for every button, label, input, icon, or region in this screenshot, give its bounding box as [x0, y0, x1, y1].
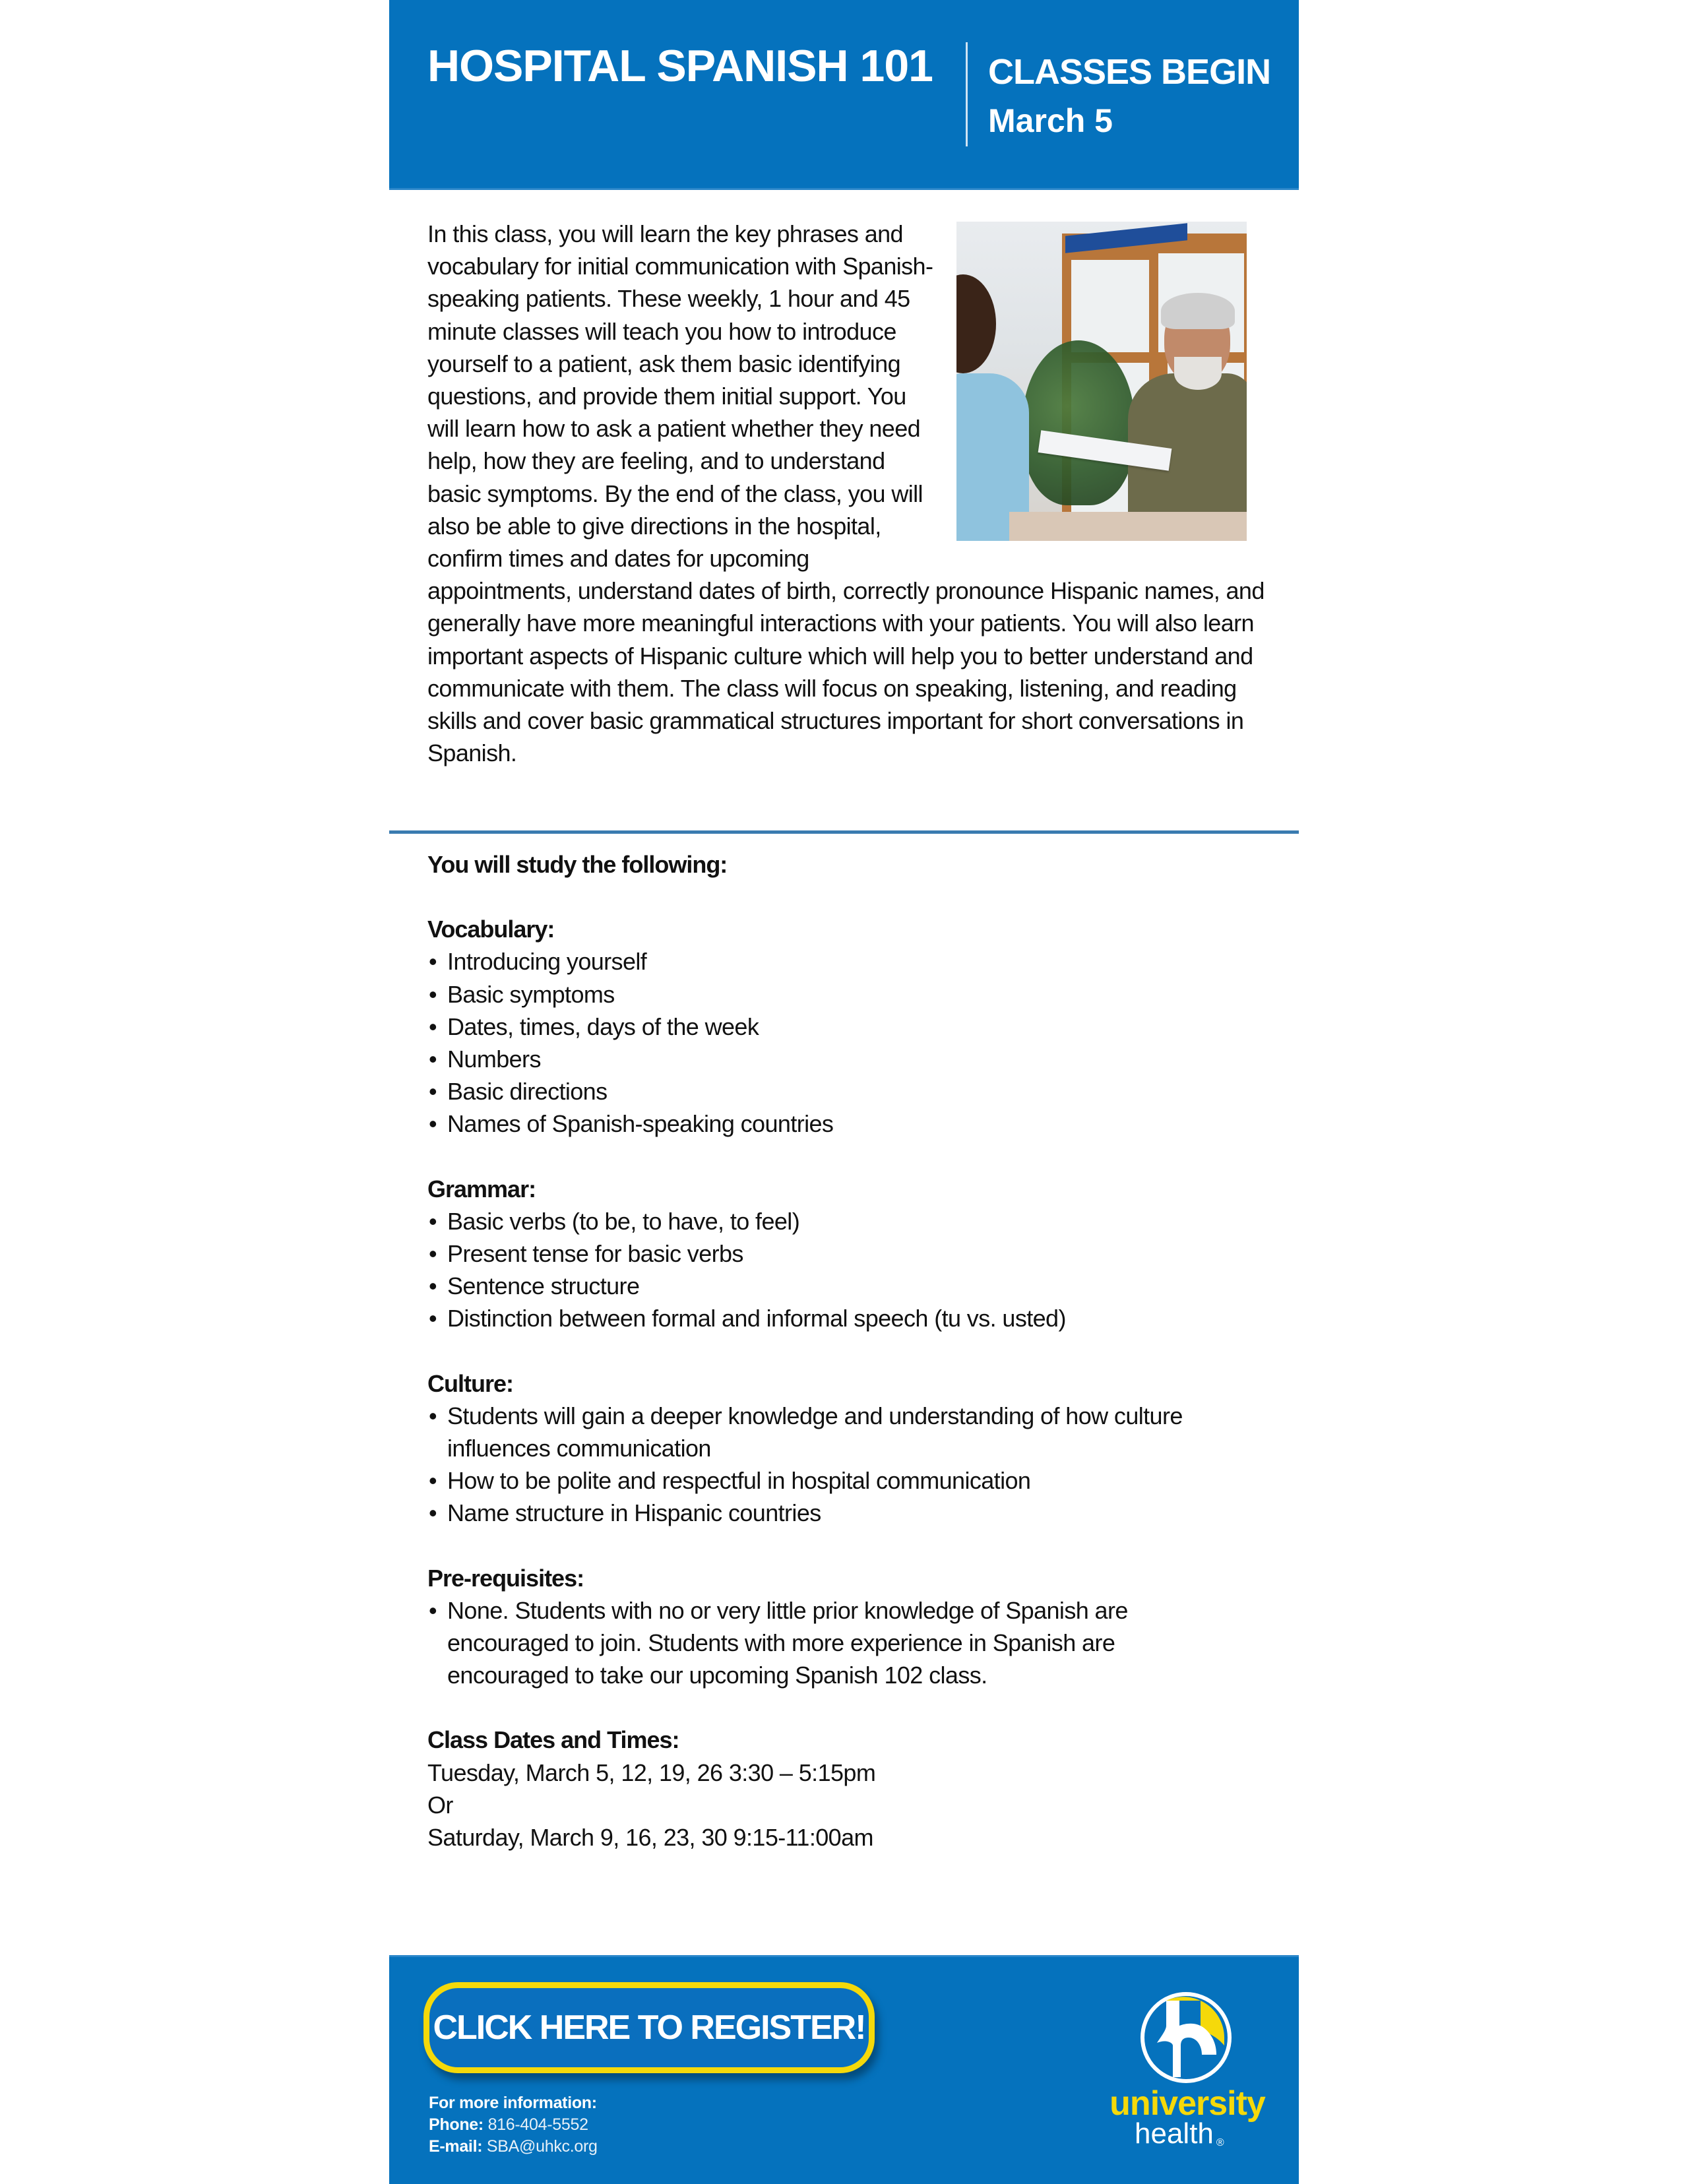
- list-item: • Numbers: [427, 1043, 1285, 1075]
- bullet-icon: •: [429, 1402, 437, 1429]
- contact-info: [429, 2092, 598, 2158]
- start-date: March 5: [988, 102, 1113, 139]
- bullet-icon: •: [429, 1013, 437, 1040]
- schedule-saturday: Saturday, March 9, 16, 23, 30 9:15-11:00am: [427, 1824, 873, 1852]
- bullet-icon: •: [429, 1110, 437, 1138]
- intro-section: [427, 218, 1278, 769]
- bullet-icon: •: [429, 1240, 437, 1268]
- email-label: E-mail:: [429, 2137, 483, 2156]
- nurse-patient-photo: [956, 222, 1247, 541]
- list-item: • Basic directions: [427, 1075, 1285, 1108]
- section-divider: [389, 830, 1299, 834]
- flyer-page: [389, 0, 1299, 2184]
- grammar-heading: Grammar:: [427, 1175, 536, 1202]
- list-item: • Basic verbs (to be, to have, to feel): [427, 1205, 1285, 1237]
- culture-heading: Culture:: [427, 1369, 513, 1397]
- culture-list: [427, 1400, 1193, 1530]
- list-item: • Distinction between formal and informal speech (tu vs. usted): [427, 1302, 1285, 1334]
- info-heading: For more information:: [429, 2094, 597, 2112]
- university-health-logo: [1100, 1983, 1265, 2162]
- list-item: • How to be polite and respectful in hospital communication: [427, 1464, 1193, 1497]
- footer-banner: [389, 1955, 1299, 2184]
- curriculum-heading: You will study the following:: [427, 851, 728, 878]
- list-item: • Introducing yourself: [427, 945, 1285, 978]
- list-item: • Names of Spanish-speaking countries: [427, 1108, 1285, 1140]
- email-address[interactable]: SBA@uhkc.org: [486, 2137, 598, 2156]
- register-button-label: CLICK HERE TO REGISTER!: [433, 2009, 865, 2047]
- list-item: • Name structure in Hispanic countries: [427, 1497, 1193, 1529]
- list-item: • Students will gain a deeper knowledge and understanding of how culture influences communication: [427, 1400, 1193, 1464]
- list-item: • Basic symptoms: [427, 978, 1285, 1011]
- prerequisites-heading: Pre-requisites:: [427, 1564, 584, 1592]
- bullet-icon: •: [429, 1045, 437, 1073]
- bullet-icon: •: [429, 980, 437, 1008]
- bullet-icon: •: [429, 1078, 437, 1106]
- start-date-block: [988, 54, 1270, 137]
- schedule-heading: Class Dates and Times:: [427, 1726, 679, 1754]
- vocabulary-list: [427, 945, 1285, 1140]
- uh-logo-icon: [1140, 1991, 1232, 2084]
- bullet-icon: •: [429, 1305, 437, 1332]
- header-divider: [966, 42, 968, 146]
- phone-label: Phone:: [429, 2115, 484, 2134]
- curriculum-section: [427, 848, 1285, 1854]
- header-banner: [389, 0, 1299, 190]
- register-button[interactable]: [423, 1982, 875, 2073]
- photo-desk: [1009, 512, 1247, 541]
- phone-number[interactable]: 816-404-5552: [487, 2115, 588, 2134]
- bullet-icon: •: [429, 1207, 437, 1235]
- registered-icon: ®: [1216, 2137, 1224, 2148]
- bullet-icon: •: [429, 1499, 437, 1527]
- list-item: • Present tense for basic verbs: [427, 1237, 1285, 1270]
- bullet-icon: •: [429, 1596, 437, 1624]
- classes-begin-label: CLASSES BEGIN: [988, 52, 1271, 92]
- schedule-or: Or: [427, 1791, 453, 1819]
- logo-wordmark-university: university: [1110, 2084, 1265, 2123]
- photo-plant: [1022, 340, 1135, 505]
- vocabulary-heading: Vocabulary:: [427, 916, 555, 943]
- list-item: • None. Students with no or very little prior knowledge of Spanish are encouraged to join. Students with more experience in Spanish are encouraged to take our upcoming Spanish 102 class.: [427, 1594, 1212, 1692]
- bullet-icon: •: [429, 1467, 437, 1495]
- list-item: • Dates, times, days of the week: [427, 1011, 1285, 1043]
- course-title: HOSPITAL SPANISH 101: [427, 41, 933, 91]
- bullet-icon: •: [429, 1272, 437, 1300]
- intro-paragraph: In this class, you will learn the key phrases and vocabulary for initial communication with Spanish-speaking patients. These weekly, 1 hour and 45 minute classes will teach you how to introduce yourself to a patient, ask them basic identifying questions, and provide them initial support. You will learn how to ask a patient whether they need help, how they are feeling, and to understand basic symptoms. By the end of the class, you will also be able to give directions in the hospital, confirm times and dates for upcoming appointments, understand dates of birth, correctly pronounce Hispanic names, and generally have more meaningful interactions with your patients. You will also learn important aspects of Hispanic culture which will help you to better understand and communicate with them. The class will focus on speaking, listening, and reading skills and cover basic grammatical structures important for short conversations in Spanish.: [427, 220, 1265, 767]
- grammar-list: [427, 1205, 1285, 1335]
- schedule-tuesday: Tuesday, March 5, 12, 19, 26 3:30 – 5:15pm: [427, 1759, 876, 1786]
- prerequisites-list: [427, 1594, 1212, 1692]
- logo-wordmark-health: health ®: [1135, 2117, 1224, 2150]
- bullet-icon: •: [429, 948, 437, 976]
- list-item: • Sentence structure: [427, 1270, 1285, 1302]
